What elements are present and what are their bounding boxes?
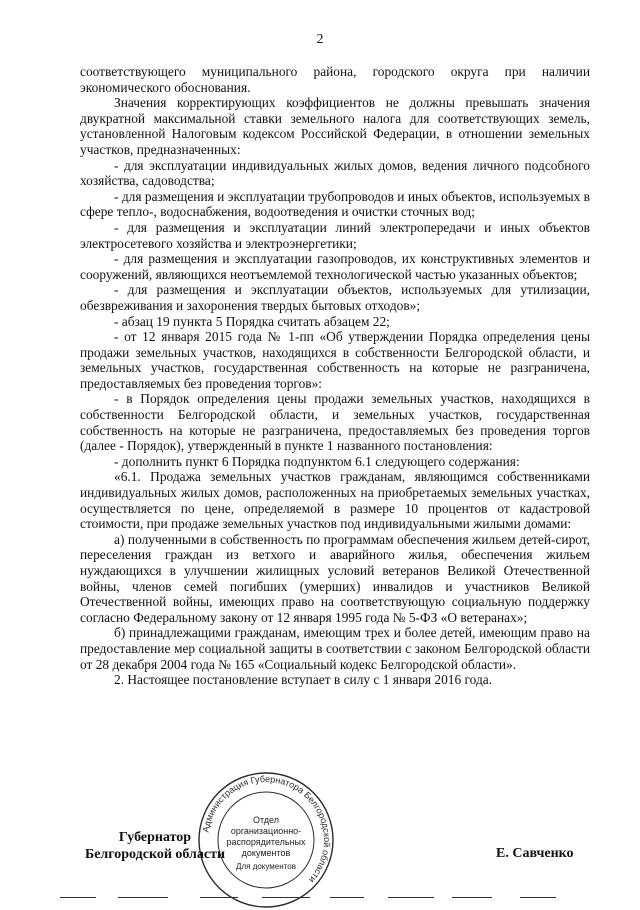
- footer-rule: [388, 897, 434, 898]
- stamp-line: распорядительных: [226, 837, 306, 847]
- paragraph: - для эксплуатации индивидуальных жилых домов, ведения личного подсобного хозяйства, садоводства;: [80, 157, 590, 189]
- paragraph: - в Порядок определения цены продажи земельных участков, находящихся в собственности Белгородской области, и земельных участков, государственная собственность на которые не разграничена, предоставляемых без проведения торгов (далее - Порядок), утвержденный в пункте 1 названного постановления:: [80, 391, 590, 454]
- stamp-ring-text: Администрация Губернатора Белгородской области: [200, 773, 333, 885]
- signature-title: [80, 829, 230, 863]
- paragraph: б) принадлежащими гражданам, имеющим трех и более детей, имеющим право на предоставление мер социальной защиты в соответствии с законом Белгородской области от 28 декабря 2004 года № 165 «Социальный кодекс Белгородской области».: [80, 625, 590, 672]
- stamp-line: документов: [241, 848, 291, 858]
- paragraph: - для размещения и эксплуатации газопроводов, их конструктивных элементов и сооружений, являющихся неотъемлемой технологической частью указанных объектов;: [80, 251, 590, 282]
- footer-rule: [118, 897, 168, 898]
- page-number: 2: [316, 32, 324, 47]
- paragraph: а) полученными в собственность по программам обеспечения жильем детей-сирот, переселения граждан из ветхого и аварийного жилья, обеспечения жильем нуждающихся в улучшении жилищных условий ветеранов Великой Отечественной войны, членов семей погибших (умерших) инвалидов и участников Великой Отечественной войны, имеющих право на соответствующую социальную поддержку согласно Федеральному закону от 12 января 1995 года № 5-ФЗ «О ветеранах»;: [80, 531, 590, 625]
- paragraph: «6.1. Продажа земельных участков гражданам, являющимся собственниками индивидуальных жилых домов, расположенных на приобретаемых земельных участках, осуществляется по цене, определяемой в размере 10 процентов от кадастровой стоимости, при продаже земельных участков под индивидуальными жилыми домами:: [80, 469, 590, 532]
- stamp-line: Отдел: [252, 815, 280, 825]
- paragraph: - для размещения и эксплуатации объектов, используемых для утилизации, обезвреживания и захоронения твердых бытовых отходов»;: [80, 282, 590, 313]
- paragraph: соответствующего муниципального района, городского округа при наличии экономического обоснования.: [80, 64, 590, 95]
- paragraph: - для размещения и эксплуатации трубопроводов и иных объектов, используемых в сфере тепло-, водоснабжения, водоотведения и очистки сточных вод;: [80, 188, 590, 220]
- paragraph: 2. Настоящее постановление вступает в силу с 1 января 2016 года.: [114, 672, 493, 688]
- footer-rule: [330, 897, 364, 898]
- paragraph: - от 12 января 2015 года № 1-пп «Об утверждении Порядка определения цены продажи земельных участков, находящихся в собственности Белгородской области, и земельных участков, государственная собственность на которые не разграничена, предоставляемых без проведения торгов»:: [80, 329, 590, 391]
- paragraph: - для размещения и эксплуатации линий электропередачи и иных объектов электросетевого хозяйства и электроэнергетики;: [80, 219, 590, 251]
- paragraph: - абзац 19 пункта 5 Порядка считать абзацем 22;: [114, 313, 390, 329]
- document-body: [80, 64, 590, 688]
- stamp-bottom-text: Для документов: [236, 862, 296, 871]
- stamp-center-text: [224, 815, 308, 872]
- footer-rule: [262, 897, 310, 898]
- paragraph: Значения корректирующих коэффициентов не должны превышать значения двукратной максимальной ставки земельного налога для соответствующих земель, установленной Налоговым кодексом Российской Федерации, в отношении земельных участков, предназначенных:: [80, 95, 590, 157]
- footer-rule: [60, 897, 96, 898]
- footer-rule: [520, 897, 556, 898]
- stamp-line: организационно-: [230, 826, 302, 836]
- footer-rule: [452, 897, 492, 898]
- signature-title-line2: Белгородской области: [84, 847, 226, 862]
- signature-name: Е. Савченко: [496, 846, 574, 861]
- signature-title-line1: Губернатор: [118, 830, 192, 845]
- footer-rule: [200, 897, 238, 898]
- paragraph: - дополнить пункт 6 Порядка подпунктом 6.1 следующего содержания:: [114, 453, 520, 469]
